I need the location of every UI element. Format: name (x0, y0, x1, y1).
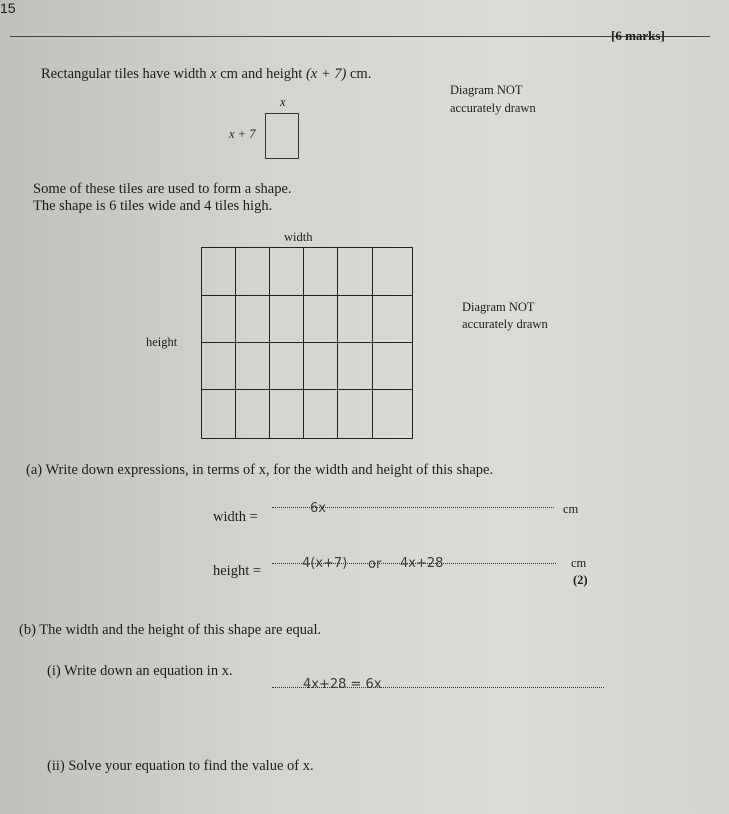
width-answer-handwritten: 6x (310, 501, 326, 516)
grid-row-line (202, 342, 412, 343)
shape-note-line1: Diagram NOT (462, 300, 535, 314)
height-answer-separator: or (368, 557, 382, 572)
grid-col-line (337, 248, 338, 438)
intro-width-var: x (210, 66, 217, 82)
part-a-marks: (2) (573, 573, 588, 587)
grid-col-line (269, 248, 270, 438)
height-label: height = (213, 563, 262, 579)
shape-text-line2: The shape is 6 tiles wide and 4 tiles high. (33, 198, 273, 214)
intro-text-3: cm. (346, 66, 372, 82)
tile-grid (201, 247, 413, 439)
intro-text-1: Rectangular tiles have width (41, 66, 211, 82)
part-b-i-question: (i) Write down an equation in x. (47, 663, 233, 679)
shape-height-label: height (146, 335, 178, 349)
tile-height-label: x + 7 (229, 127, 256, 141)
marks-total: [6 marks] (611, 28, 665, 43)
question-number: 15 (0, 0, 16, 16)
part-a-question: (a) Write down expressions, in terms of x, for the width and height of this shape. (26, 462, 494, 478)
height-unit: cm (571, 556, 587, 570)
grid-col-line (372, 248, 373, 438)
equation-answer-handwritten: 4x+28 = 6x (303, 677, 382, 692)
width-label: width = (213, 509, 258, 525)
tile-note-line1: Diagram NOT (450, 83, 523, 97)
grid-col-line (303, 248, 304, 438)
height-answer-handwritten-2: 4x+28 (400, 556, 444, 571)
part-b-ii-question: (ii) Solve your equation to find the value of x. (47, 758, 314, 774)
shape-width-label: width (284, 230, 313, 244)
grid-col-line (235, 248, 236, 438)
height-answer-handwritten-1: 4(x+7) (302, 556, 348, 571)
shape-note-line2: accurately drawn (462, 317, 548, 331)
intro-text-2: cm and height (216, 66, 306, 82)
grid-row-line (202, 389, 412, 390)
width-unit: cm (563, 502, 579, 516)
part-b-question: (b) The width and the height of this shape are equal. (19, 622, 322, 638)
tile-note-line2: accurately drawn (450, 101, 536, 115)
shape-text-line1: Some of these tiles are used to form a shape. (33, 181, 292, 197)
intro-height-expr: (x + 7) (305, 66, 347, 82)
tile-rectangle (265, 113, 299, 159)
tile-width-label: x (280, 95, 286, 109)
intro-sentence (41, 66, 371, 83)
grid-row-line (202, 295, 412, 296)
top-rule (10, 36, 710, 37)
